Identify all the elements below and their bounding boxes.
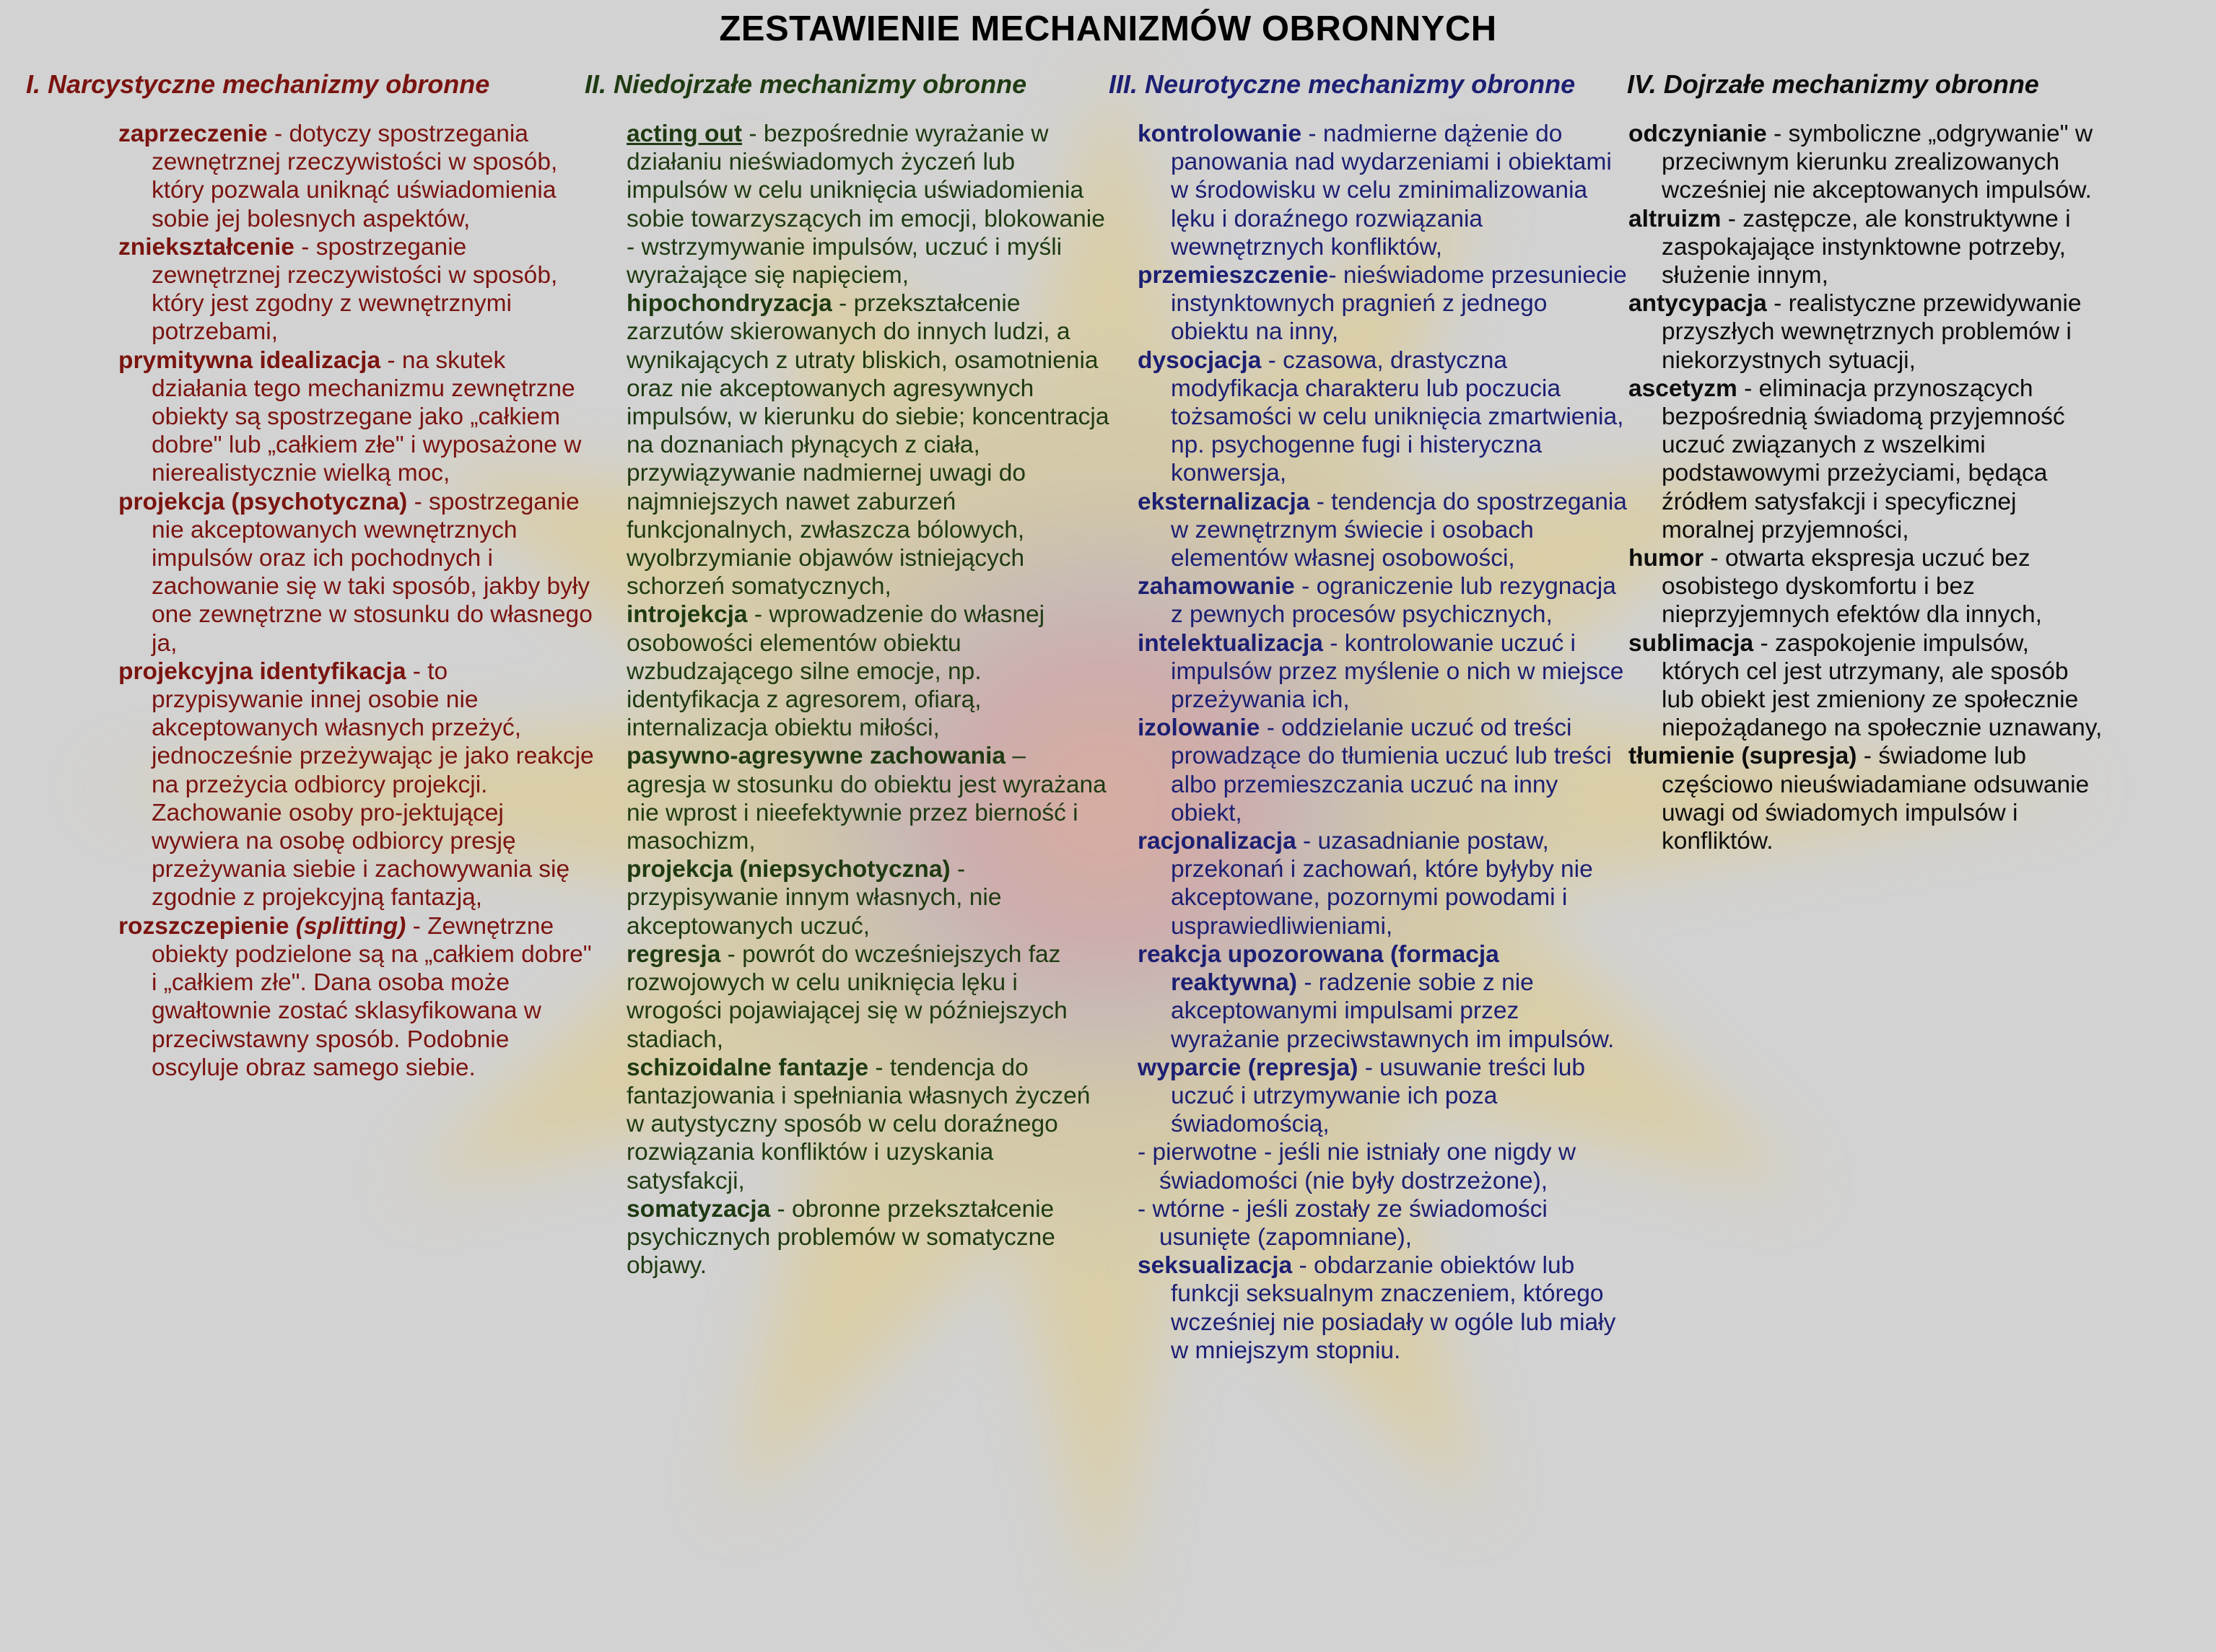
entry-wyparcie-wtorne: - wtórne - jeśli zostały ze świadomości usunięte (zapomniane), [1138, 1195, 1548, 1251]
column-heading: II. Niedojrzałe mechanizmy obronne [585, 69, 1027, 99]
entry-reakcja-upozorowana: reakcja upozorowana (formacja reaktywna) - radzenie sobie z nie akceptowanymi impulsami przez wyrażanie przeciwstawnych im impulsów. [1138, 940, 1615, 1053]
entry-odczynianie: odczynianie - symboliczne „odgrywanie" w przeciwnym kierunku zrealizowanych wcześniej nie akceptowanych impulsów. [1628, 121, 2093, 204]
column-narcissistic [26, 69, 589, 100]
column-neurotic [1109, 69, 1614, 100]
entry-zahamowanie: zahamowanie - ograniczenie lub rezygnacja z pewnych procesów psychicznych, [1138, 573, 1616, 629]
entry-antycypacja: antycypacja - realistyczne przewidywanie przyszłych wewnętrznych problemów i niekorzystnych sytuacji, [1628, 290, 2082, 374]
entries-narcissistic [118, 120, 596, 1082]
entry-eksternalizacja: eksternalizacja - tendencja do spostrzegania w zewnętrznym świecie i osobach elementów własnej osobowości, [1138, 488, 1627, 572]
entry-hipochondryzacja: hipochondryzacja - przekształcenie zarzutów skierowanych do innych ludzi, a wynikających z utraty bliskich, osamotnienia oraz nie akceptowanych agresywnych impulsów, w kierunku do siebie; koncentracja na doznaniach płynących z ciała, przywiązywanie nadmiernej uwagi do najmniejszych nawet zaburzeń funkcjonalnych, zwłaszcza bólowych, wyolbrzymianie objawów istniejących schorzeń somatycznych, [627, 290, 1109, 600]
column-heading: IV. Dojrzałe mechanizmy obronne [1627, 69, 2039, 99]
entry-zaprzeczenie: zaprzeczenie - dotyczy spostrzegania zewnętrznej rzeczywistości w sposób, który pozwala uniknąć uświadomienia sobie jej bolesnych aspektów, [118, 121, 558, 232]
entry-projekcja-psychotyczna: projekcja (psychotyczna) - spostrzeganie nie akceptowanych wewnętrznych impulsów oraz ich pochodnych i zachowanie się w taki sposób, jakby były one zewnętrzne w stosunku do własnego ja, [118, 488, 593, 657]
entry-kontrolowanie: kontrolowanie - nadmierne dążenie do panowania nad wydarzeniami i obiektami w środowisku w celu zminimalizowania lęku i doraźnego rozwiązania wewnętrznych konfliktów, [1138, 121, 1612, 261]
entry-pasywno-agresywne: pasywno-agresywne zachowania – agresja w stosunku do obiektu jest wyrażana nie wprost i nieefektywnie przez bierność i masochizm, [627, 743, 1107, 855]
entry-sublimacja: sublimacja - zaspokojenie impulsów, których cel jest utrzymany, ale sposób lub obiekt jest zmieniony ze społecznie niepożądanego na społecznie uznawany, [1628, 629, 2103, 742]
entry-projekcyjna-identyfikacja: projekcyjna identyfikacja - to przypisywanie innej osobie nie akceptowanych własnych przeżyć, jednocześnie przeżywając je jako reakcje na przeżycia odbiorcy projekcji. Zachowanie osoby pro-jektującej wywiera na osobę odbiorcy presję przeżywania siebie i zachowywania się zgodnie z projekcyjną fantazją, [118, 657, 594, 912]
entries-neurotic [1138, 120, 1628, 1365]
entry-regresja: regresja - powrót do wcześniejszych faz rozwojowych w celu uniknięcia lęku i wrogości pojawiającej się w późniejszych stadiach, [627, 940, 1068, 1053]
column-heading: I. Narcystyczne mechanizmy obronne [26, 69, 490, 99]
entry-tlumienie: tłumienie (supresja) - świadome lub częściowo nieuświadamiane odsuwanie uwagi od świadomych impulsów i konfliktów. [1628, 743, 2090, 855]
entry-racjonalizacja: racjonalizacja - uzasadnianie postaw, przekonań i zachowań, które byłyby nie akceptowane, pozornymi powodami i usprawiedliwieniami, [1138, 828, 1593, 940]
column-immature [585, 69, 1090, 100]
entry-przemieszczenie: przemieszczenie- nieświadome przesuniecie instynktownych pragnień z jednego obiektu na inny, [1138, 262, 1627, 346]
entry-znieksztalcenie: zniekształcenie - spostrzeganie zewnętrznej rzeczywistości w sposób, który jest zgodny z wewnętrznymi potrzebami, [118, 233, 558, 346]
entry-wyparcie: wyparcie (represja) - usuwanie treści lub uczuć i utrzymywanie ich poza świadomością, [1138, 1054, 1586, 1138]
column-mature [1627, 69, 2132, 100]
entry-humor: humor - otwarta ekspresja uczuć bez osobistego dyskomfortu i bez nieprzyjemnych efektów dla innych, [1628, 545, 2042, 629]
entry-introjekcja: introjekcja - wprowadzenie do własnej osobowości elementów obiektu wzbudzającego silne emocje, np. identyfikacja z agresorem, ofiarą, internalizacja obiektu miłości, [627, 601, 1045, 742]
entry-wyparcie-pierwotne: - pierwotne - jeśli nie istniały one nigdy w świadomości (nie były dostrzeżone), [1138, 1139, 1576, 1194]
entry-acting-out: acting out - bezpośrednie wyrażanie w działaniu nieświadomych życzeń lub impulsów w celu uniknięcia uświadomienia sobie towarzyszących im emocji, blokowanie - wstrzymywanie impulsów, uczuć i myśli wyrażające się napięciem, [627, 121, 1105, 289]
entry-projekcja-niepsychotyczna: projekcja (niepsychotyczna) - przypisywanie innym własnych, nie akceptowanych uczuć, [627, 856, 1002, 940]
entry-altruizm: altruizm - zastępcze, ale konstruktywne i zaspokajające instynktowne potrzeby, służenie innym, [1628, 205, 2071, 289]
page-title: ZESTAWIENIE MECHANIZMÓW OBRONNYCH [719, 9, 1497, 48]
entry-izolowanie: izolowanie - oddzielanie uczuć od treści prowadzące do tłumienia uczuć lub treści albo przemieszczania uczuć na inny obiekt, [1138, 714, 1612, 826]
entry-seksualizacja: seksualizacja - obdarzanie obiektów lub funkcji seksualnym znaczeniem, którego wcześniej nie posiadały w ogóle lub miały w mniejszym stopniu. [1138, 1252, 1616, 1364]
entry-intelektualizacja: intelektualizacja - kontrolowanie uczuć i impulsów przez myślenie o nich w miejsce przeżywania ich, [1138, 629, 1624, 714]
entry-ascetyzm: ascetyzm - eliminacja przynoszących bezpośrednią świadomą przyjemność uczuć związanych z wszelkimi podstawowymi przeżyciami, będąca źródłem satysfakcji i specyficznej moralnej przyjemności, [1628, 375, 2065, 543]
entry-rozszczepienie: rozszczepienie (splitting) - Zewnętrzne obiekty podzielone są na „całkiem dobre" i „całkiem złe". Dana osoba może gwałtownie zostać sklasyfikowana w przeciwstawny sposób. Podobnie oscyluje obraz samego siebie. [118, 912, 592, 1081]
entry-somatyzacja: somatyzacja - obronne przekształcenie psychicznych problemów w somatyczne objawy. [627, 1195, 1055, 1280]
entry-dysocjacja: dysocjacja - czasowa, drastyczna modyfikacja charakteru lub poczucia tożsamości w celu uniknięcia zmartwienia, np. psychogenne fugi i histeryczna konwersja, [1138, 346, 1624, 487]
column-heading: III. Neurotyczne mechanizmy obronne [1109, 69, 1576, 99]
entries-immature [627, 120, 1110, 1280]
entry-schizoidalne-fantazje: schizoidalne fantazje - tendencja do fantazjowania i spełniania własnych życzeń w autystyczny sposób w celu doraźnego rozwiązania konfliktów i uzyskania satysfakcji, [627, 1054, 1091, 1194]
entry-prymitywna-idealizacja: prymitywna idealizacja - na skutek działania tego mechanizmu zewnętrzne obiekty są spostrzegane jako „całkiem dobre" lub „całkiem złe" i wyposażone w nierealistycznie wielką moc, [118, 346, 582, 487]
entries-mature [1628, 120, 2105, 855]
